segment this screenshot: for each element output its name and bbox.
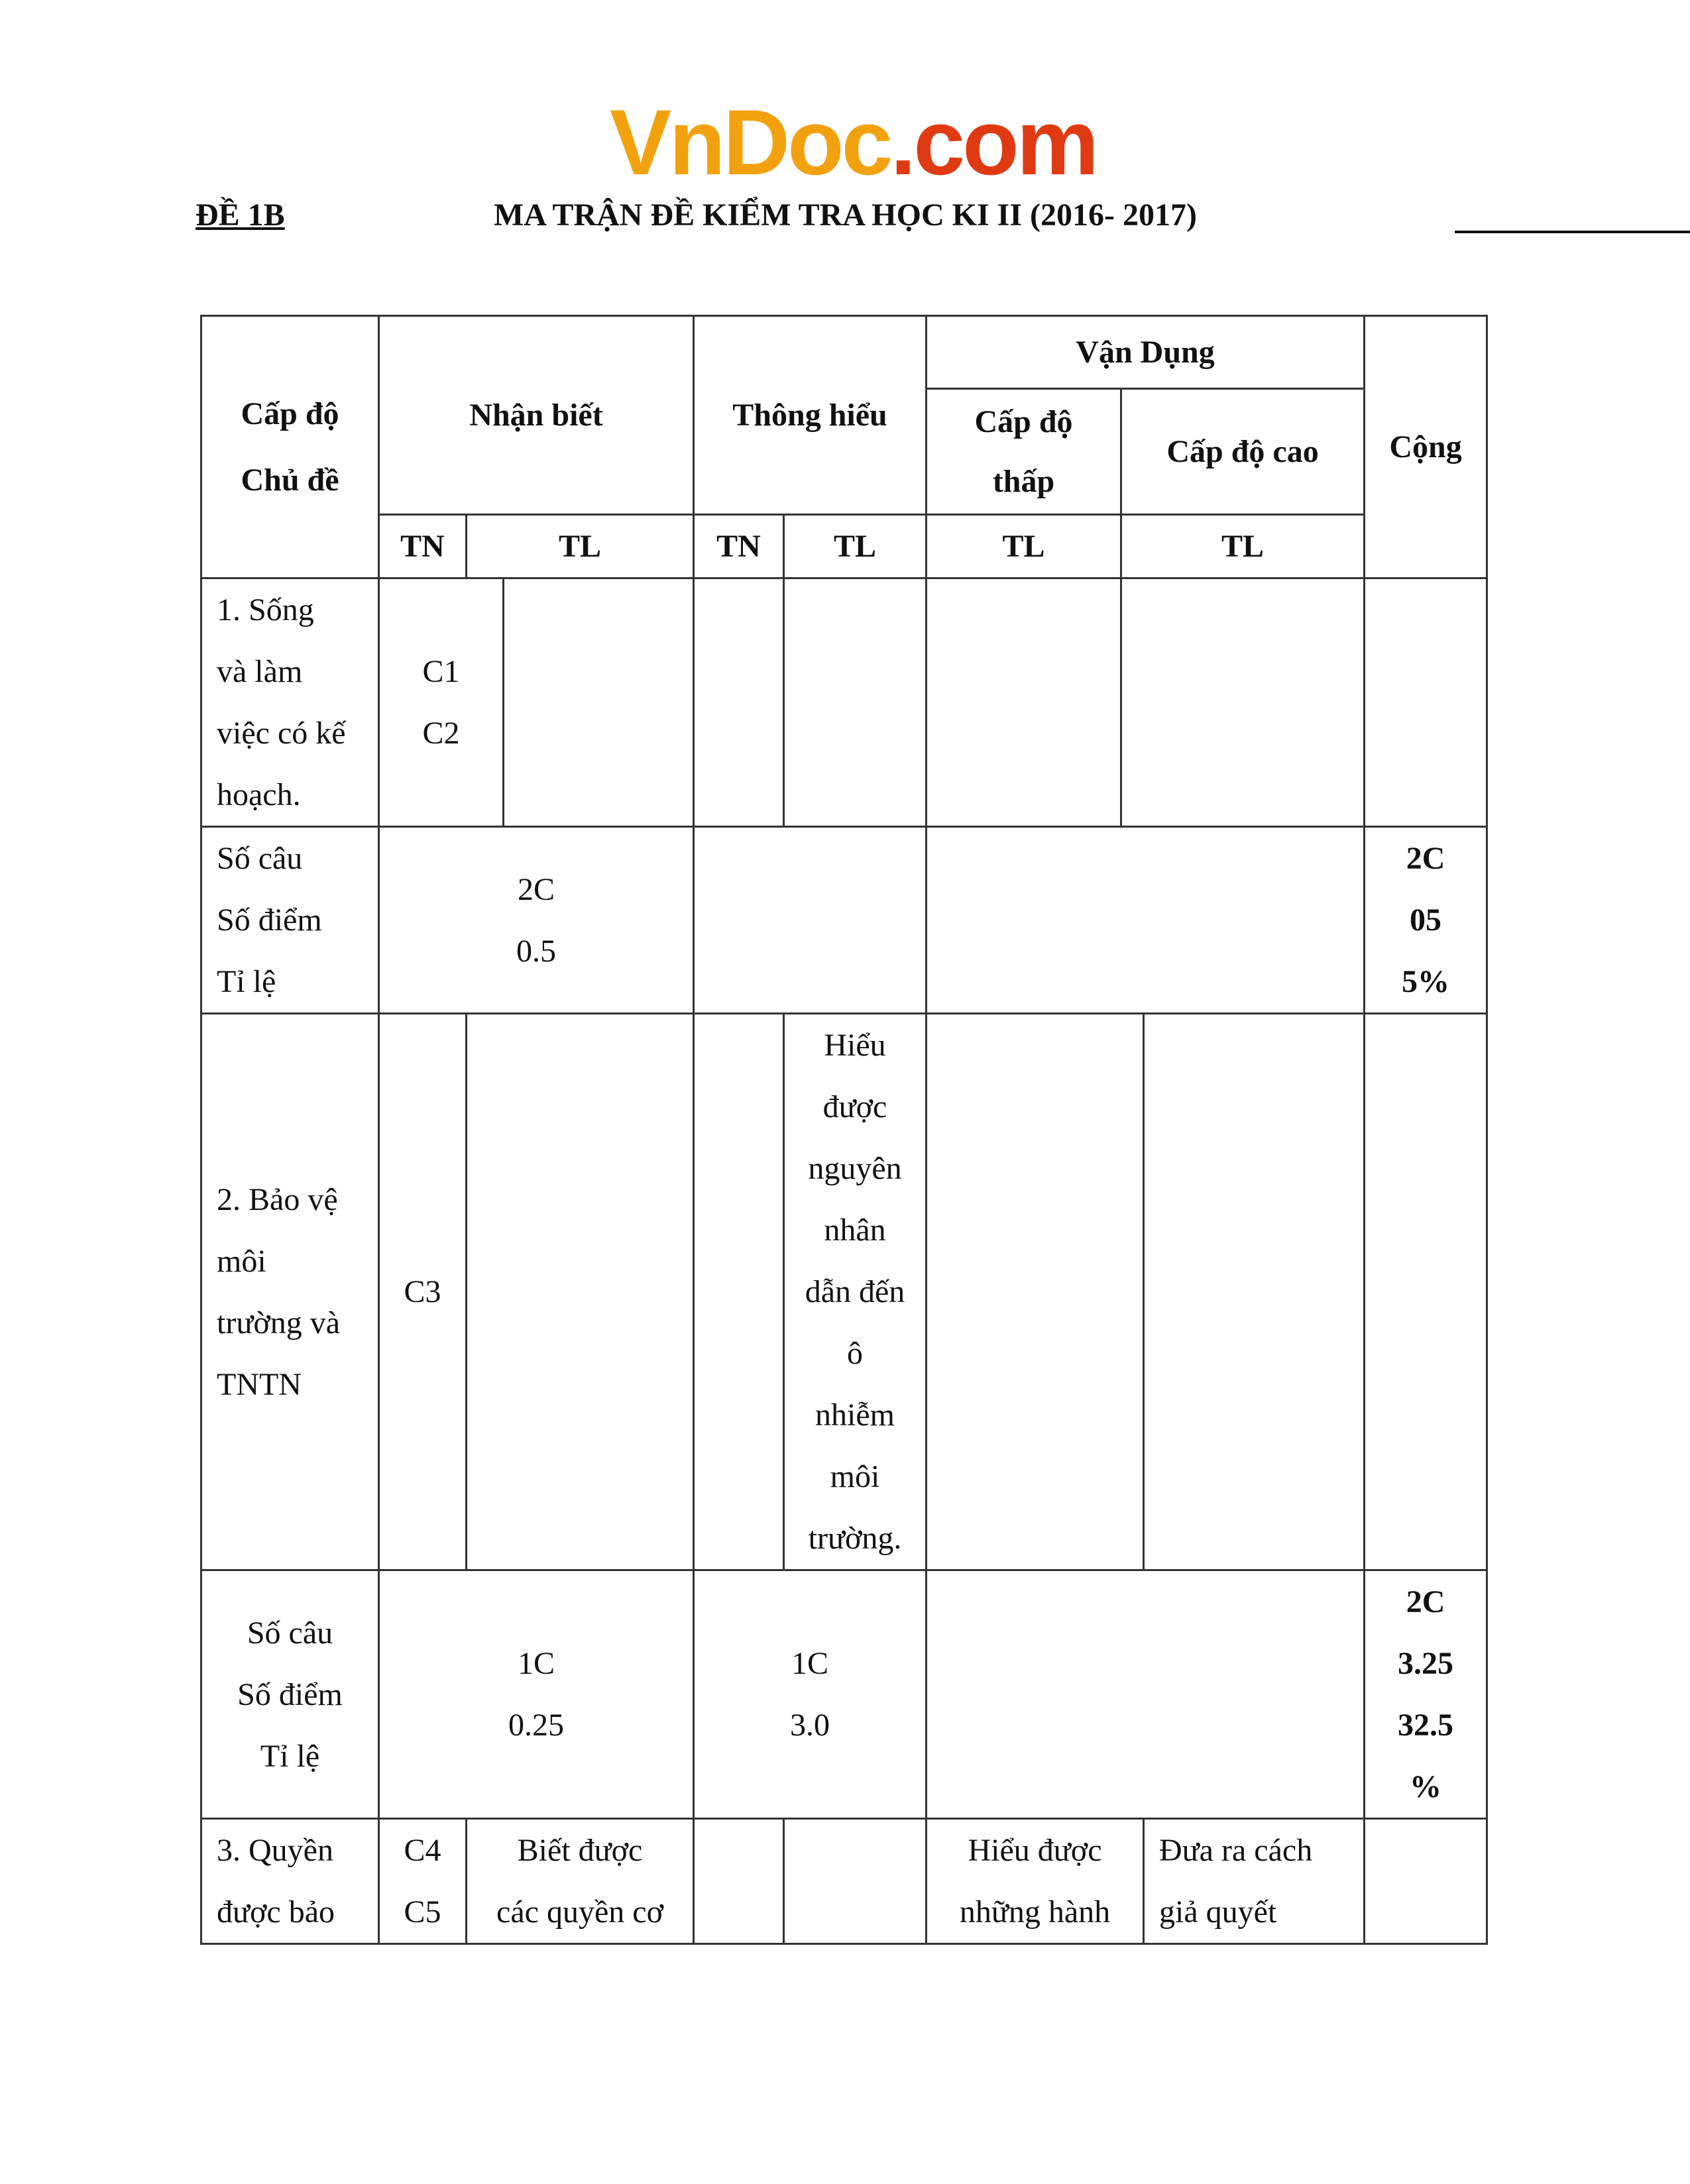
topic-2-cong bbox=[1365, 1014, 1487, 1570]
page-title: MA TRẬN ĐỀ KIỂM TRA HỌC KI II (2016- 2017) bbox=[494, 197, 1197, 233]
summary-2-row bbox=[201, 1570, 1487, 1819]
topic-3-th-tl bbox=[784, 1819, 927, 1944]
topic-3-name: 3. Quyền được bảo bbox=[201, 1819, 379, 1944]
vndoc-logo bbox=[610, 90, 1097, 194]
summary-2-cong: 2C 3.25 32.5 % bbox=[1365, 1570, 1487, 1819]
topic-2-row bbox=[201, 1014, 1487, 1570]
header-sub-tl-2: TL bbox=[784, 515, 927, 578]
topic-1-th-tl bbox=[784, 578, 927, 827]
topic-3-row bbox=[201, 1819, 1487, 1944]
title-underline bbox=[1455, 231, 1690, 233]
topic-2-name: 2. Bảo vệ môi trường và TNTN bbox=[201, 1014, 379, 1570]
summary-2-labels: Số câu Số điểm Tỉ lệ bbox=[201, 1570, 379, 1819]
topic-2-vd-thap bbox=[927, 1014, 1144, 1570]
header-cong: Cộng bbox=[1365, 316, 1487, 578]
topic-2-th-tl: Hiểu được nguyên nhân dẫn đến ô nhiễm môi trường. bbox=[784, 1014, 927, 1570]
summary-1-thong-hieu bbox=[694, 827, 927, 1014]
summary-1-van-dung bbox=[927, 827, 1365, 1014]
summary-1-labels: Số câu Số điểm Tỉ lệ bbox=[201, 827, 379, 1014]
logo-part-com: .com bbox=[890, 90, 1097, 194]
header-row-1 bbox=[201, 316, 1487, 389]
header-sub-tn-1: TN bbox=[379, 515, 467, 578]
header-cap-do-thap: Cấp độ thấp bbox=[927, 389, 1121, 515]
header-sub-tl-3: TL bbox=[927, 515, 1121, 578]
header-van-dung: Vận Dụng bbox=[927, 316, 1365, 389]
logo-part-vndoc: VnDoc bbox=[610, 90, 891, 194]
topic-1-name: 1. Sống và làm việc có kế hoạch. bbox=[201, 578, 379, 827]
topic-1-vd-cao bbox=[1121, 578, 1365, 827]
topic-1-nb-tn: C1 C2 bbox=[379, 578, 504, 827]
topic-1-vd-thap bbox=[927, 578, 1121, 827]
topic-3-vd-thap: Hiểu được những hành bbox=[927, 1819, 1144, 1944]
topic-1-th-tn bbox=[694, 578, 784, 827]
summary-1-nhan-biet: 2C 0.5 bbox=[379, 827, 694, 1014]
topic-1-nb-tl bbox=[504, 578, 694, 827]
summary-1-cong: 2C 05 5% bbox=[1365, 827, 1487, 1014]
topic-2-vd-cao bbox=[1144, 1014, 1365, 1570]
header-nhan-biet: Nhận biết bbox=[379, 316, 694, 515]
header-sub-tn-2: TN bbox=[694, 515, 784, 578]
summary-1-row bbox=[201, 827, 1487, 1014]
summary-2-van-dung bbox=[927, 1570, 1365, 1819]
summary-2-nhan-biet: 1C 0.25 bbox=[379, 1570, 694, 1819]
header-cap-do-cao: Cấp độ cao bbox=[1121, 389, 1365, 515]
document-heading bbox=[196, 192, 1494, 239]
header-row-3 bbox=[201, 515, 1487, 578]
topic-1-cong bbox=[1365, 578, 1487, 827]
header-sub-tl-1: TL bbox=[467, 515, 694, 578]
exam-code: ĐỀ 1B bbox=[196, 197, 285, 233]
topic-3-nb-tl: Biết được các quyền cơ bbox=[467, 1819, 694, 1944]
topic-3-cong bbox=[1365, 1819, 1487, 1944]
topic-1-row bbox=[201, 578, 1487, 827]
topic-3-vd-cao: Đưa ra cách giả quyết bbox=[1144, 1819, 1365, 1944]
topic-3-th-tn bbox=[694, 1819, 784, 1944]
exam-matrix-table bbox=[200, 315, 1488, 1945]
header-thong-hieu: Thông hiểu bbox=[694, 316, 927, 515]
topic-2-nb-tn: C3 bbox=[379, 1014, 467, 1570]
header-cap-do: Cấp độ bbox=[241, 396, 339, 431]
topic-3-nb-tn: C4 C5 bbox=[379, 1819, 467, 1944]
summary-2-thong-hieu: 1C 3.0 bbox=[694, 1570, 927, 1819]
header-sub-tl-4: TL bbox=[1121, 515, 1365, 578]
header-cap-do-chu-de bbox=[201, 316, 379, 578]
header-chu-de: Chủ đề bbox=[241, 462, 339, 498]
topic-2-th-tn bbox=[694, 1014, 784, 1570]
topic-2-nb-tl bbox=[467, 1014, 694, 1570]
